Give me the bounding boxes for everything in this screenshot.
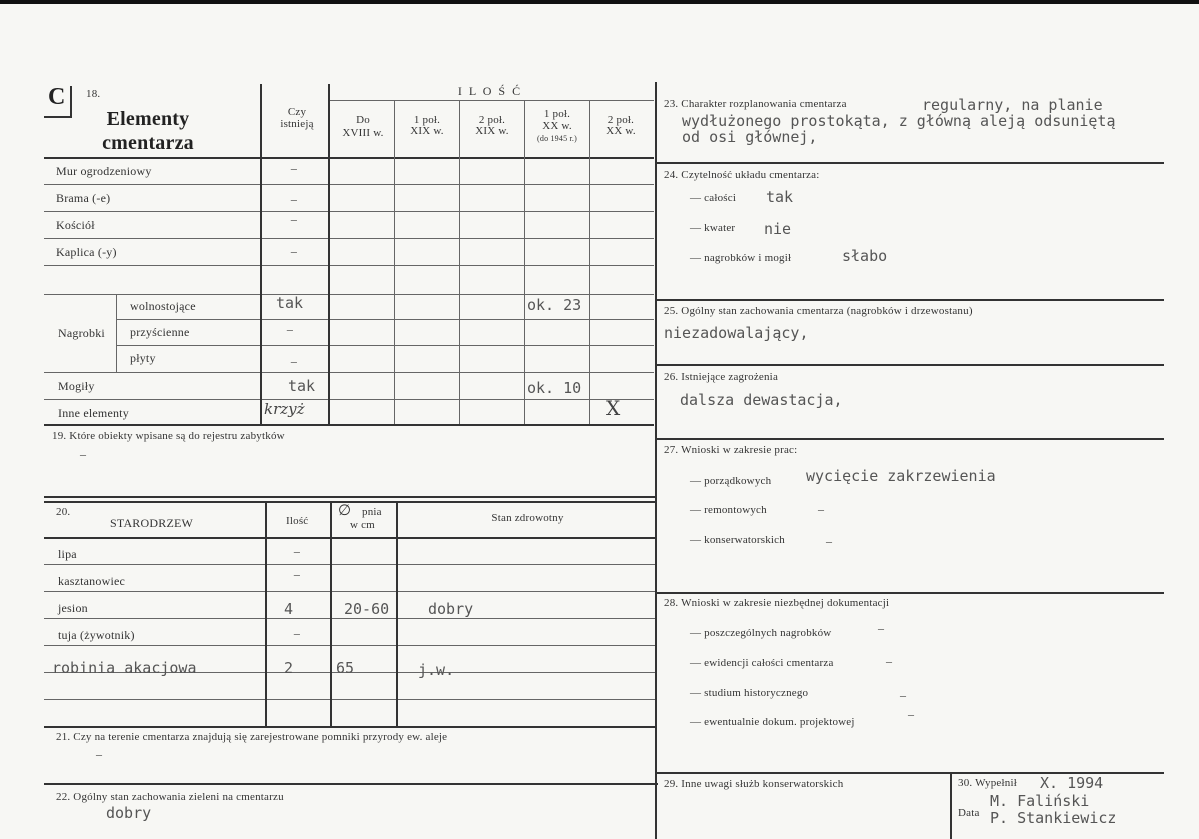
tree-pnia: 65 [336, 659, 355, 677]
tree-name: lipa [58, 547, 77, 561]
ilosc-rule [328, 100, 654, 101]
s22-label: 22. Ogólny stan zachowania zieleni na cmentarzu [56, 791, 284, 803]
s20-col-pnia-symbol: ∅ [338, 503, 352, 519]
s24-calosci-value: tak [766, 188, 794, 206]
row-rule [44, 184, 654, 185]
row-rule [44, 294, 654, 295]
s28-label: 28. Wnioski w zakresie niezbędnej dokumentacji [664, 597, 890, 609]
period-4-line2: XX w. [542, 120, 572, 132]
s21-label: 21. Czy na terenie cmentarza znajdują się zarejestrowane pomniki przyrody ew. aleje [56, 731, 448, 743]
s20-row-rule [44, 591, 656, 592]
tree-ilosc: 4 [284, 600, 294, 618]
period-2-line1: 1 poł. [413, 114, 441, 126]
section-18-number: 18. [86, 88, 101, 100]
col-rule [116, 294, 117, 372]
elements-title-line1: Elementy [106, 108, 190, 130]
s20-title: STARODRZEW [110, 516, 194, 530]
tree-stan: dobry [428, 600, 474, 618]
s20-number: 20. [56, 506, 71, 518]
s29-label: 29. Inne uwagi służb konserwatorskich [664, 778, 844, 790]
s20-row-rule [44, 699, 656, 700]
s28-item-value: – [900, 688, 907, 702]
s27-kons-value: – [826, 534, 833, 548]
section-18-bottom-rule [44, 424, 654, 426]
period-5-line1: 2 poł. [607, 114, 635, 126]
row-rule [44, 265, 654, 266]
s20-col-rule [265, 501, 267, 726]
tree-ilosc: – [293, 567, 301, 581]
row-label-inne: Inne elementy [58, 406, 129, 420]
row-rule [44, 399, 654, 400]
s22-value: dobry [106, 804, 152, 822]
s20-row-rule [44, 645, 656, 646]
s27-rem-label: — remontowych [690, 504, 767, 516]
tree-name: kasztanowiec [58, 574, 126, 588]
s23-bottom-rule [656, 162, 1164, 164]
period-3-line2: XIX w. [475, 125, 509, 137]
s26-value: dalsza dewastacja, [680, 391, 843, 409]
s26-label: 26. Istniejące zagrożenia [664, 371, 779, 383]
s27-porz-value: wycięcie zakrzewienia [806, 467, 996, 485]
s30-data-label: Data [958, 807, 980, 819]
s27-porz-label: — porządkowych [690, 475, 772, 487]
s28-item-label: — poszczególnych nagrobków [690, 627, 832, 639]
row-exists-kosciol: – [290, 212, 298, 226]
s20-row-rule [44, 564, 656, 565]
s24-kwater-label: — kwater [690, 222, 736, 234]
row-label-kaplica: Kaplica (-y) [56, 245, 117, 259]
row-p4-wolnostojace: ok. 23 [527, 296, 582, 314]
period-1-line1: Do [356, 114, 370, 126]
row-label-wolnostojace: wolnostojące [130, 299, 196, 313]
tree-pnia: 20-60 [344, 600, 390, 618]
s29-s30-rule [950, 772, 952, 839]
col-rule [524, 100, 525, 424]
s28-item-label: — ewidencji całości cmentarza [690, 657, 834, 669]
row-exists-plyty: – [290, 354, 298, 368]
s20-col-pnia-line2: w cm [350, 519, 375, 531]
s25-label: 25. Ogólny stan zachowania cmentarza (nagrobków i drzewostanu) [664, 305, 973, 317]
s20-col-stan: Stan zdrowotny [491, 512, 564, 524]
s19-value: – [80, 447, 87, 461]
tree-name: jesion [58, 601, 88, 615]
row-exists-mur: – [290, 161, 298, 175]
s28-item-label: — ewentualnie dokum. projektowej [690, 716, 855, 728]
row-label-kosciol: Kościół [56, 218, 95, 232]
section-letter: C [48, 84, 66, 110]
col-rule [328, 84, 330, 424]
s24-bottom-rule [656, 299, 1164, 301]
row-p4-mogily: ok. 10 [527, 379, 582, 397]
col-rule [459, 100, 460, 424]
tree-name: robinia akacjowa [52, 659, 197, 677]
s20-col-pnia-line1: pnia [362, 506, 382, 518]
s30-label: 30. Wypełnił [958, 777, 1017, 789]
row-exists-brama: – [290, 192, 298, 206]
s28-item-value: – [886, 654, 893, 668]
row-rule [44, 238, 654, 239]
period-2-line2: XIX w. [410, 125, 444, 137]
row-p5-inne: X [606, 396, 621, 420]
s23-line3: od osi głównej, [682, 128, 818, 146]
s30-date-value: X. 1994 [1040, 774, 1104, 792]
col-ilosc: I L O Ś Ć [457, 84, 523, 98]
s24-nagrobkow-value: słabo [842, 247, 888, 265]
s28-item-value: – [908, 707, 915, 721]
s26-bottom-rule [656, 438, 1164, 440]
elements-title-line2: cmentarza [102, 132, 194, 154]
col-rule [394, 100, 395, 424]
row-label-przyscienne: przyścienne [130, 325, 190, 339]
s23-label: 23. Charakter rozplanowania cmentarza [664, 98, 847, 110]
row-label-mogily: Mogiły [58, 379, 95, 393]
row-label-plyty: płyty [130, 351, 156, 365]
row-exists-inne: krzyż [264, 400, 305, 418]
s28-item-label: — studium historycznego [690, 687, 809, 699]
tree-ilosc: 2 [284, 659, 294, 677]
s25-bottom-rule [656, 364, 1164, 366]
header-bottom-rule [44, 157, 654, 159]
s19-bottom-rule [44, 496, 656, 498]
period-5-line2: XX w. [606, 125, 636, 137]
row-exists-przyscienne: – [286, 322, 294, 336]
row-exists-wolnostojace: tak [276, 294, 304, 312]
row-rule [116, 319, 654, 320]
tree-stan: j.w. [418, 661, 455, 679]
s21-bottom-rule [44, 783, 658, 785]
tree-ilosc: – [293, 626, 301, 640]
s19-label: 19. Które obiekty wpisane są do rejestru zabytków [52, 430, 285, 442]
s20-col-rule [396, 501, 398, 726]
s24-nagrobkow-label: — nagrobków i mogił [690, 252, 792, 264]
row-rule [116, 345, 654, 346]
s28-item-value: – [878, 621, 885, 635]
col-rule [589, 100, 590, 424]
row-exists-mogily: tak [288, 377, 316, 395]
period-3-line1: 2 poł. [478, 114, 506, 126]
s25-value: niezadowalający, [664, 324, 809, 342]
period-4-line3: (do 1945 r.) [537, 134, 577, 143]
s21-value: – [96, 747, 103, 761]
s23-line1: regularny, na planie [922, 96, 1103, 114]
row-label-mur: Mur ogrodzeniowy [56, 164, 152, 178]
s23-line2: wydłużonego prostokąta, z główną aleją odsuniętą [682, 112, 1116, 130]
s30-name1: M. Faliński [990, 792, 1090, 810]
nagrobki-label: Nagrobki [58, 326, 105, 340]
s27-rem-value: – [818, 502, 825, 516]
s20-row-rule [44, 618, 656, 619]
s24-label: 24. Czytelność układu cmentarza: [664, 169, 820, 181]
s27-bottom-rule [656, 592, 1164, 594]
s20-col-rule [330, 501, 332, 726]
s30-name2: P. Stankiewicz [990, 809, 1117, 827]
row-rule [44, 372, 654, 373]
center-rule [655, 82, 657, 839]
s24-kwater-value: nie [764, 220, 792, 238]
row-exists-kaplica: – [290, 244, 298, 258]
tree-ilosc: – [293, 544, 301, 558]
s20-col-ilosc: Ilość [286, 515, 309, 527]
row-rule [44, 211, 654, 212]
s27-label: 27. Wnioski w zakresie prac: [664, 444, 798, 456]
s20-bottom-rule [44, 726, 656, 728]
tree-name: tuja (żywotnik) [58, 628, 135, 642]
period-1-line2: XVIII w. [342, 127, 384, 139]
row-label-brama: Brama (-e) [56, 191, 111, 205]
period-4-line1: 1 poł. [543, 108, 571, 120]
s24-calosci-label: — całości [690, 192, 737, 204]
s27-kons-label: — konserwatorskich [690, 534, 785, 546]
col-czy-istnieja: Czy istnieją [280, 106, 314, 130]
s20-header-rule [44, 537, 656, 539]
